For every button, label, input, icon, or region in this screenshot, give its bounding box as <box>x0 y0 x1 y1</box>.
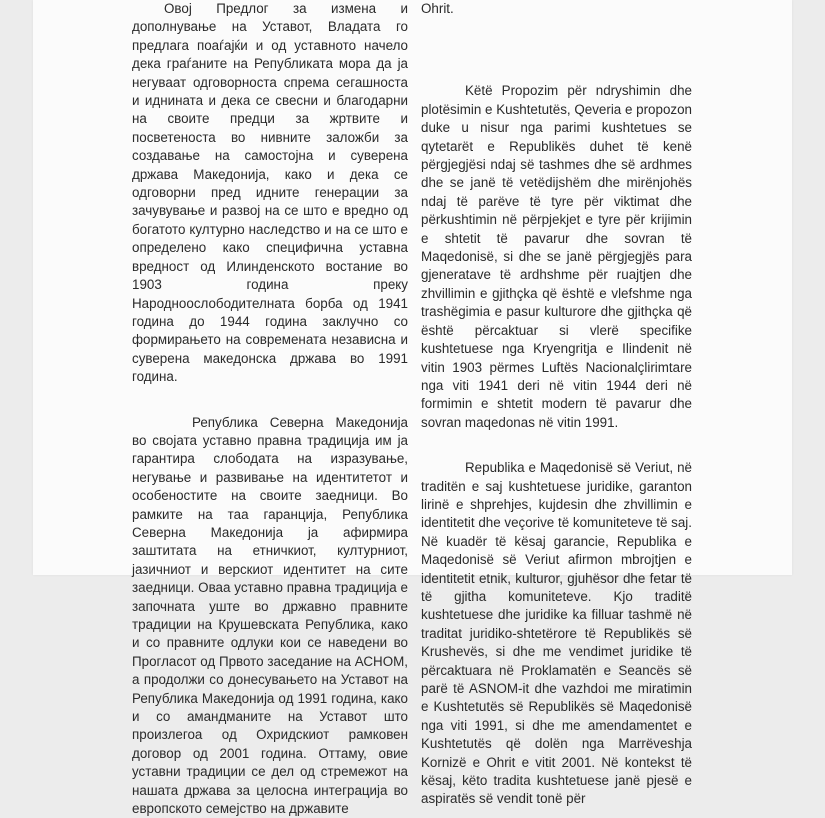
macedonian-column <box>132 0 408 818</box>
albanian-column <box>421 0 692 809</box>
sq-paragraph-tradition: Republika e Maqedonisë së Veriut, në traditën e saj kushtetuese juridike, garanton lirinë e shprehjes, kujdesin dhe zhvillimin e identitetit dhe veçorive të komuniteteve të saj. Në kuadër të kësaj garancie, Republika e Maqedonisë së Veriut afirmon mbrojtjen e identitetit etnik, kulturor, gjuhësor dhe fetar të të gjitha komuniteteve. Kjo traditë kushtetuese dhe juridike ka filluar tashmë në traditat juridiko-shtetërore të Republikës së Krushevës, si dhe me vendimet juridike të përcaktuara në Proklamatën e Seancës së parë të ASNOM-it dhe vazhdoi me miratimin e Kushtetutës së Republikës së Maqedonisë nga viti 1991, si dhe me amendamentet e Kushtetutës që dolën nga Marrëveshja Kornizë e Ohrit e vitit 2001. Në kontekst të kësaj, këto tradita kushtetuese janë pjesë e aspiratës së vendit tonë për <box>421 460 692 807</box>
paragraph-spacer <box>421 432 692 459</box>
document-page <box>33 0 792 817</box>
mk-paragraph-proposal: Овој Предлог за измена и дополнување на Уставот, Владата го предлага поаѓајќи и од уставното начело дека граѓаните на Републиката мора да ја негуваат одговорноста спрема сегашноста и иднината и дека се свесни и благодарни на своите предци за жртвите и посветеноста во нивните заложби за создавање на самостојна и суверена држава Македонија, како и дека се одговорни пред идните генерации за зачувување и развој на се што е вредно од богатото културно наследство и на се што е определено како специфична уставна вредност од Илинденското востание во 1903 година преку Народноослободителната борба од 1941 година до 1944 година заклучно со формирањето на современата независна и суверена македонска држава во 1991 година. <box>132 1 408 385</box>
sq-fragment-continued: Ohrit. <box>421 1 454 16</box>
sq-paragraph-proposal: Këtë Propozim për ndryshimin dhe plotësimin e Kushtetutës, Qeveria e propozon duke u nisur nga parimi kushtetues se qytetarët e Republikës duhet të kenë përgjegjësi ndaj së tashmes dhe së ardhmes dhe se janë të vetëdijshëm dhe mirënjohës ndaj të parëve të tyre për viktimat dhe përkushtimin në përpjekjet e tyre për krijimin e shtetit të pavarur dhe sovran të Maqedonisë, si dhe se janë përgjegjës para gjeneratave të ardhshme për ruajtjen dhe zhvillimin e gjithçka që është e vlefshme nga trashëgimia e pasur kulturore dhe gjithçka që është përcaktuar si vlerë specifike kushtetuese nga Kryengritja e Ilindenit në vitin 1903 përmes Luftës Nacionalçlirimtare nga viti 1941 deri në vitin 1944 deri në formimin e shtetit modern të pavarur dhe sovran maqedonas në vitin 1991. <box>421 83 692 430</box>
mk-paragraph-tradition: Република Северна Македонија во својата уставно правна традиција им ја гарантира слободата на изразување, негување и развивање на идентитетот и особеностите на своите заедници. Во рамките на таа гаранција, Република Северна Македонија ја афирмира заштитата на етничкиот, културниот, јазичниот и верскиот идентитет на сите заедници. Оваа уставно правна традиција е започната уште во државно правните традиции на Крушевската Република, како и со правните одлуки кои се наведени во Прогласот од Првото заседание на АСНОМ, а продолжи со донесувањето на Уставот на Република Македонија од 1991 година, како и со амандманите на Уставот што произлегоа од Охридскиот рамковен договор од 2001 година. Оттаму, овие уставни традиции се дел од стремежот на нашата држава за целосна интеграција во европското семејство на државите <box>132 414 408 817</box>
paragraph-spacer <box>421 18 692 82</box>
paragraph-spacer <box>132 387 408 414</box>
